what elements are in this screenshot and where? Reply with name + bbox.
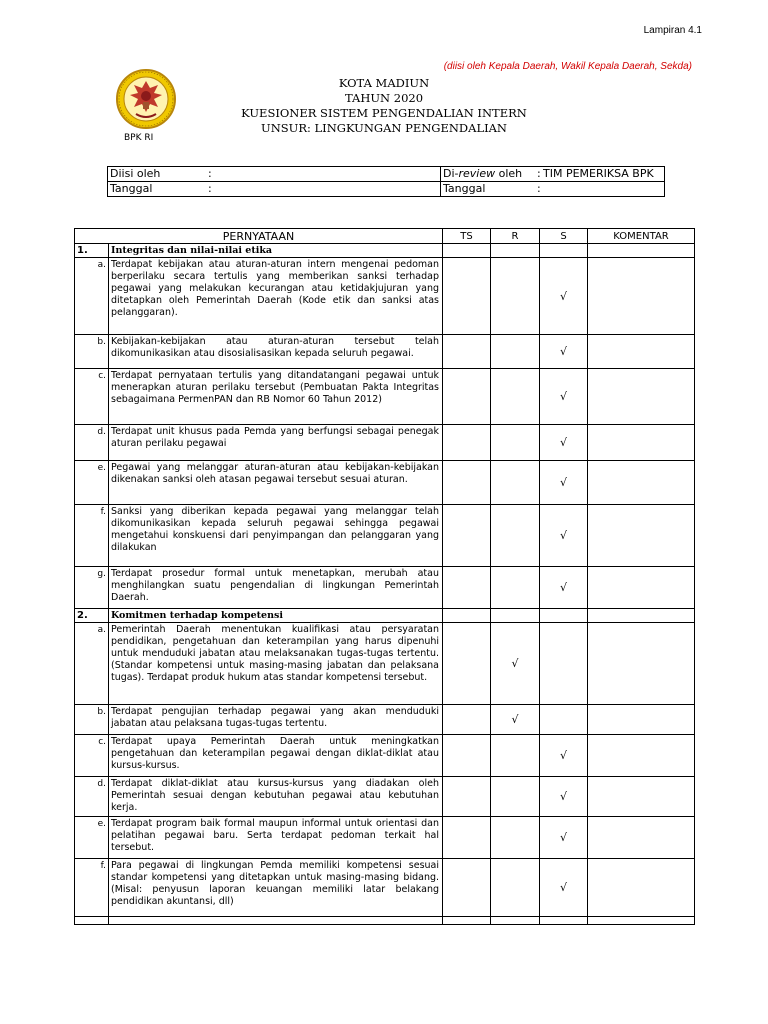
check-mark-icon: √ [511, 657, 519, 670]
cell-s[interactable] [540, 335, 588, 369]
title-line: TAHUN 2020 [344, 91, 424, 105]
reviewed-by-label: Di-review oleh [443, 167, 523, 180]
cell-r[interactable] [491, 567, 540, 609]
table-row [75, 859, 695, 917]
cell-ts[interactable] [443, 244, 491, 258]
table-row [75, 917, 695, 925]
cell-s[interactable] [540, 817, 588, 859]
cell-s[interactable] [540, 505, 588, 567]
cell-s[interactable] [540, 461, 588, 505]
empty-cell [75, 917, 109, 925]
item-statement: Para pegawai di lingkungan Pemda memiliki kompetensi sesuai standar kompetensi yang ditetapkan untuk masing-masing bidang. (Misal: penyusun laporan keuangan memiliki latar belakang pendidikan akuntansi, dll) [109, 859, 443, 917]
cell-ts[interactable] [443, 425, 491, 461]
cell-r[interactable] [491, 425, 540, 461]
item-statement: Terdapat kebijakan atau aturan-aturan intern mengenai pedoman berperilaku secara tertulis yang memberikan sanksi terhadap pegawai yang melakukan kecurangan atau ketidakjujuran yang ditetapkan oleh Pemerintah Daerah (Kode etik dan sanksi atas pelanggaran). [109, 258, 443, 335]
table-header-row [75, 229, 695, 244]
filled-by-cell[interactable] [108, 167, 441, 182]
date-left-cell[interactable] [108, 182, 441, 197]
item-statement: Kebijakan-kebijakan atau aturan-aturan tersebut telah dikomunikasikan atau disosialisasikan kepada seluruh pegawai. [109, 335, 443, 369]
item-statement: Pemerintah Daerah menentukan kualifikasi atau persyaratan pendidikan, pengetahuan dan keterampilan yang harus dipenuhi untuk menduduki jabatan atau melaksanakan tugas-tugas tertentu. (Standar kompetensi untuk masing-masing jabatan dan pelaksana tugas). Terdapat produk hukum atas standar kompetensi tersebut. [109, 623, 443, 705]
table-row [75, 777, 695, 817]
check-mark-icon: √ [560, 289, 568, 303]
item-statement: Terdapat pernyataan tertulis yang ditandatangani pegawai untuk menerapkan aturan perilaku tersebut (Pembuatan Pakta Integritas sebagaimana PermenPAN dan RB Nomor 60 Tahun 2012) [109, 369, 443, 425]
check-mark-icon: √ [560, 881, 568, 894]
title-line: UNSUR: LINGKUNGAN PENGENDALIAN [261, 121, 507, 135]
section-title: Komitmen terhadap kompetensi [109, 609, 443, 623]
cell-s[interactable] [540, 705, 588, 735]
cell-komentar[interactable] [588, 859, 695, 917]
cell-komentar[interactable] [588, 369, 695, 425]
item-letter: g. [75, 567, 109, 609]
cell-komentar[interactable] [588, 567, 695, 609]
colon: : [537, 167, 541, 180]
cell-s[interactable] [540, 735, 588, 777]
item-letter: e. [75, 461, 109, 505]
empty-cell [109, 917, 443, 925]
item-statement: Terdapat program baik formal maupun informal untuk orientasi dan pelatihan pegawai baru. Serta terdapat pedoman terkait hal tersebut. [109, 817, 443, 859]
cell-ts[interactable] [443, 623, 491, 705]
colon: : [537, 182, 541, 195]
item-statement: Terdapat diklat-diklat atau kursus-kursus yang diadakan oleh Pemerintah sesuai dengan kebutuhan pegawai atau kebutuhan kerja. [109, 777, 443, 817]
table-row [75, 258, 695, 335]
table-row [75, 817, 695, 859]
cell-r[interactable] [491, 623, 540, 705]
cell-ts[interactable] [443, 369, 491, 425]
item-letter: b. [75, 335, 109, 369]
cell-s[interactable] [540, 425, 588, 461]
item-statement: Terdapat prosedur formal untuk menetapkan, merubah atau menghilangkan suatu pengendalian di lingkungan Pemerintah Daerah. [109, 567, 443, 609]
cell-r[interactable] [491, 705, 540, 735]
cell-komentar[interactable] [588, 258, 695, 335]
check-mark-icon: √ [560, 790, 568, 803]
cell-komentar[interactable] [588, 505, 695, 567]
cell-ts[interactable] [443, 817, 491, 859]
item-letter: b. [75, 705, 109, 735]
cell-r[interactable] [491, 244, 540, 258]
table-row [75, 369, 695, 425]
check-mark-icon: √ [560, 345, 568, 358]
colon: : [208, 182, 212, 195]
questionnaire-table [74, 228, 695, 925]
item-letter: d. [75, 425, 109, 461]
logo-label: BPK RI [124, 133, 154, 143]
reviewed-by-cell [441, 167, 665, 182]
header-s: S [540, 229, 588, 244]
item-letter: a. [75, 623, 109, 705]
item-letter: f. [75, 505, 109, 567]
cell-s[interactable] [540, 917, 588, 925]
check-mark-icon: √ [560, 390, 568, 403]
check-mark-icon: √ [560, 476, 568, 489]
cell-ts[interactable] [443, 777, 491, 817]
section-row [75, 609, 695, 623]
header-ts: TS [443, 229, 491, 244]
item-letter: e. [75, 817, 109, 859]
item-statement: Terdapat pengujian terhadap pegawai yang akan menduduki jabatan atau pelaksana tugas-tugas tertentu. [109, 705, 443, 735]
cell-r[interactable] [491, 817, 540, 859]
cell-r[interactable] [491, 609, 540, 623]
cell-ts[interactable] [443, 567, 491, 609]
table-row [75, 567, 695, 609]
cell-s[interactable] [540, 623, 588, 705]
cell-komentar[interactable] [588, 425, 695, 461]
cell-r[interactable] [491, 859, 540, 917]
check-mark-icon: √ [560, 831, 568, 844]
table-row [75, 425, 695, 461]
item-statement: Terdapat upaya Pemerintah Daerah untuk meningkatkan pengetahuan dan keterampilan pegawai dengan diklat-diklat atau kursus-kursus. [109, 735, 443, 777]
table-row [75, 461, 695, 505]
table-row [75, 335, 695, 369]
item-statement: Sanksi yang diberikan kepada pegawai yang melanggar telah dikomunikasikan kepada seluruh pegawai sehingga pegawai mengetahui konskuensi dari penyimpangan dan pelanggaran yang dilakukan [109, 505, 443, 567]
cell-s[interactable] [540, 244, 588, 258]
cell-s[interactable] [540, 258, 588, 335]
cell-s[interactable] [540, 859, 588, 917]
table-row [75, 505, 695, 567]
check-mark-icon: √ [560, 581, 568, 594]
item-letter: a. [75, 258, 109, 335]
cell-ts[interactable] [443, 705, 491, 735]
cell-r[interactable] [491, 917, 540, 925]
cell-r[interactable] [491, 505, 540, 567]
reviewed-by-value: TIM PEMERIKSA BPK [543, 167, 654, 180]
cell-r[interactable] [491, 461, 540, 505]
info-table [107, 166, 665, 197]
cell-r[interactable] [491, 258, 540, 335]
table-row [75, 705, 695, 735]
date-right-cell[interactable] [441, 182, 665, 197]
cell-komentar[interactable] [588, 335, 695, 369]
cell-komentar[interactable] [588, 777, 695, 817]
cell-ts[interactable] [443, 609, 491, 623]
section-title: Integritas dan nilai-nilai etika [109, 244, 443, 258]
cell-r[interactable] [491, 335, 540, 369]
cell-ts[interactable] [443, 505, 491, 567]
table-row [75, 735, 695, 777]
cell-s[interactable] [540, 369, 588, 425]
item-statement: Terdapat unit khusus pada Pemda yang berfungsi sebagai penegak aturan perilaku pegawai [109, 425, 443, 461]
cell-ts[interactable] [443, 258, 491, 335]
date-left-label: Tanggal [110, 182, 153, 195]
document-title [200, 76, 568, 136]
cell-ts[interactable] [443, 335, 491, 369]
cell-s[interactable] [540, 777, 588, 817]
section-number: 2. [75, 609, 109, 623]
cell-komentar[interactable] [588, 244, 695, 258]
item-letter: c. [75, 735, 109, 777]
item-letter: d. [75, 777, 109, 817]
colon: : [208, 167, 212, 180]
cell-s[interactable] [540, 609, 588, 623]
filled-by-note: (diisi oleh Kepala Daerah, Wakil Kepala Daerah, Sekda) [443, 61, 692, 72]
header-komentar: KOMENTAR [588, 229, 695, 244]
check-mark-icon: √ [511, 713, 519, 726]
item-statement: Pegawai yang melanggar aturan-aturan atau kebijakan-kebijakan dikenakan sanksi oleh atasan pegawai tersebut sesuai aturan. [109, 461, 443, 505]
cell-komentar[interactable] [588, 461, 695, 505]
cell-komentar[interactable] [588, 705, 695, 735]
bpk-emblem-icon [114, 68, 178, 130]
section-number: 1. [75, 244, 109, 258]
cell-ts[interactable] [443, 917, 491, 925]
header-r: R [491, 229, 540, 244]
cell-komentar[interactable] [588, 609, 695, 623]
item-letter: c. [75, 369, 109, 425]
cell-r[interactable] [491, 369, 540, 425]
title-line: KUESIONER SISTEM PENGENDALIAN INTERN [241, 106, 527, 120]
cell-s[interactable] [540, 567, 588, 609]
date-right-label: Tanggal [443, 182, 486, 195]
table-row [75, 623, 695, 705]
header-pernyataan: PERNYATAAN [75, 229, 443, 244]
cell-ts[interactable] [443, 859, 491, 917]
cell-r[interactable] [491, 735, 540, 777]
filled-by-label: Diisi oleh [110, 167, 161, 180]
cell-r[interactable] [491, 777, 540, 817]
title-line: KOTA MADIUN [338, 76, 430, 90]
cell-komentar[interactable] [588, 735, 695, 777]
lampiran-label: Lampiran 4.1 [643, 25, 702, 36]
cell-komentar[interactable] [588, 623, 695, 705]
check-mark-icon: √ [560, 749, 568, 762]
item-letter: f. [75, 859, 109, 917]
check-mark-icon: √ [560, 529, 568, 542]
cell-komentar[interactable] [588, 917, 695, 925]
check-mark-icon: √ [560, 436, 568, 449]
section-row [75, 244, 695, 258]
cell-komentar[interactable] [588, 817, 695, 859]
cell-ts[interactable] [443, 461, 491, 505]
cell-ts[interactable] [443, 735, 491, 777]
